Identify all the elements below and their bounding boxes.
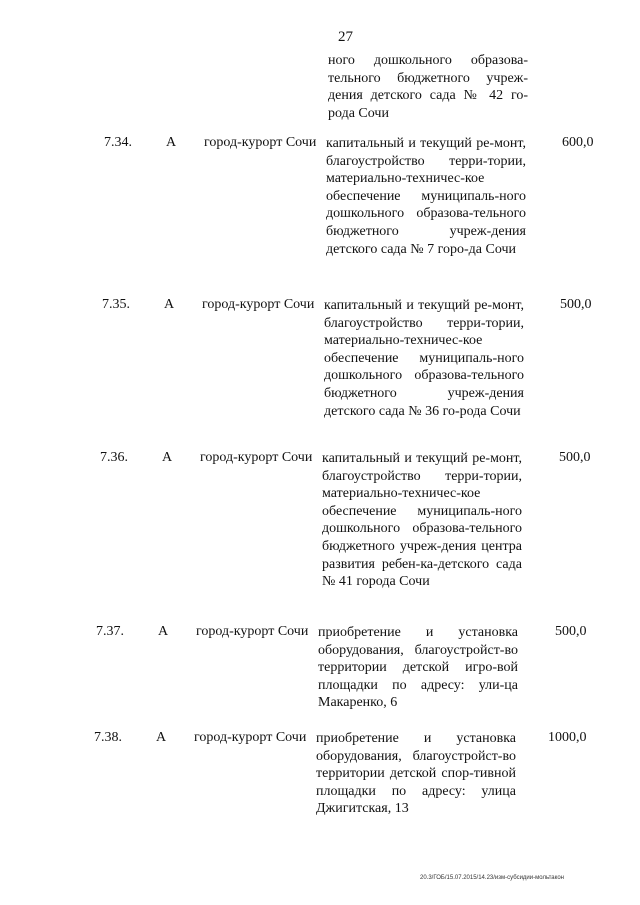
row-category: А — [158, 624, 169, 639]
continued-description: ного дошкольного образова-тельного бюджетного учреж-дения детского сада № 42 го-рода Сочи — [328, 53, 528, 121]
row-municipality: город-курорт Сочи — [196, 624, 309, 639]
row-number: 7.37. — [96, 624, 124, 639]
row-amount: 500,0 — [560, 297, 592, 312]
row-municipality: город-курорт Сочи — [202, 297, 315, 312]
row-amount: 1000,0 — [548, 730, 587, 745]
row-amount: 500,0 — [559, 450, 591, 465]
page-number: 27 — [338, 29, 353, 45]
footer-document-code: 20.3/ГОБ/15.07.2015/14.23/изм-субсидии-мольтакон — [420, 875, 564, 881]
row-municipality: город-курорт Сочи — [204, 135, 317, 150]
row-amount: 500,0 — [555, 624, 587, 639]
row-description: приобретение и установка оборудования, благоустройст-во территории детской игро-вой площадки по адресу: ули-ца Макаренко, 6 — [318, 625, 518, 711]
row-number: 7.36. — [100, 450, 128, 465]
row-description: капитальный и текущий ре-монт, благоустройство терри-тории, материально-техничес-кое обеспечение муниципаль-ного дошкольного образова-тельного бюджетного учреж-дения центра развития ребен-ка-детского сада № 41 города Сочи — [322, 451, 522, 590]
row-category: А — [156, 730, 167, 745]
row-number: 7.35. — [102, 297, 130, 312]
row-category: А — [164, 297, 175, 312]
row-description: приобретение и установка оборудования, благоустройст-во территории детской спор-тивной площадки по адресу: улица Джигитская, 13 — [316, 731, 516, 817]
row-number: 7.34. — [104, 135, 132, 150]
row-number: 7.38. — [94, 730, 122, 745]
row-municipality: город-курорт Сочи — [200, 450, 313, 465]
row-description: капитальный и текущий ре-монт, благоустройство терри-тории, материально-техничес-кое обеспечение муниципаль-ного дошкольного образова-тельного бюджетного учреж-дения детского сада № 36 го-рода Сочи — [324, 298, 524, 419]
row-municipality: город-курорт Сочи — [194, 730, 307, 745]
row-amount: 600,0 — [562, 135, 594, 150]
row-category: А — [166, 135, 177, 150]
row-description: капитальный и текущий ре-монт, благоустройство терри-тории, материально-техничес-кое обеспечение муниципаль-ного дошкольного образова-тельного бюджетного учреж-дения детского сада № 7 горо-да Сочи — [326, 136, 526, 257]
row-category: А — [162, 450, 173, 465]
